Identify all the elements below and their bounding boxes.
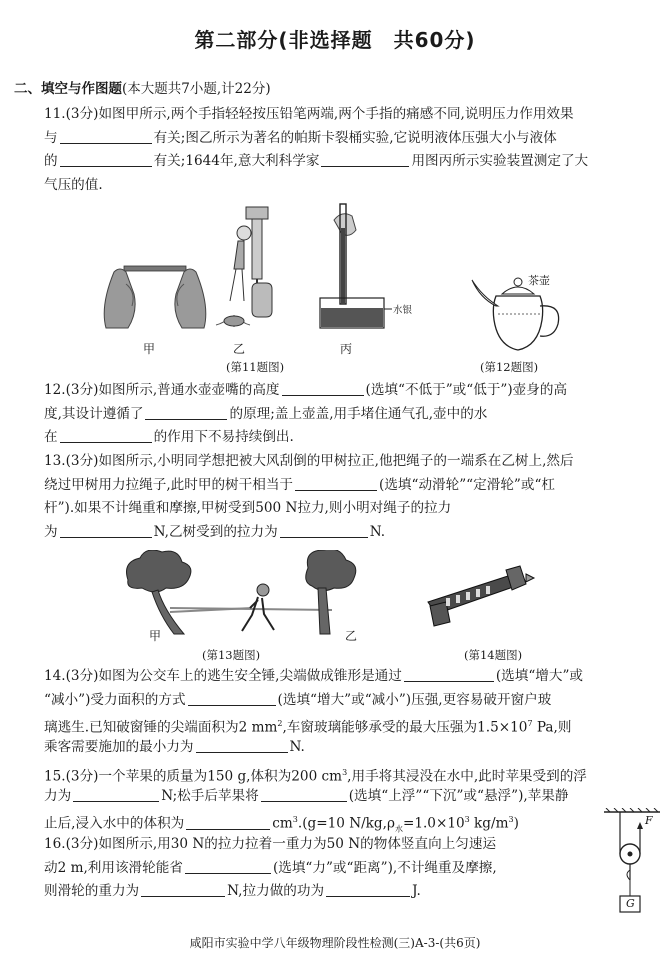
q15-text: 15.(3分)一个苹果的质量为150 g,体积为200 cm	[44, 768, 343, 785]
q14-line-3	[44, 712, 660, 736]
q12-text: 的原理;盖上壶盖,用手堵住通气孔,壶中的水	[229, 405, 488, 422]
q13-line-4	[44, 521, 660, 545]
page-footer: 咸阳市实验中学八年级物理阶段性检测(三)A-3-(共6页)	[189, 936, 481, 950]
q14-answer-blank-3[interactable]	[196, 737, 288, 753]
q16-answer-blank-3[interactable]	[326, 881, 410, 897]
q15-superscript: 3	[464, 815, 470, 824]
q12-line-3	[44, 426, 660, 450]
question-15	[44, 761, 660, 832]
q11-answer-blank-3[interactable]	[321, 151, 409, 167]
q15-text: 力为	[44, 787, 72, 804]
q15-answer-blank-1[interactable]	[73, 786, 159, 802]
fig11-pascal-barrel-image	[208, 205, 278, 333]
q13-line-2	[44, 474, 660, 498]
q11-answer-blank-2[interactable]	[60, 151, 152, 167]
q14-text: Pa,则	[532, 719, 572, 736]
q15-superscript: 3	[508, 815, 514, 824]
q12-text: 12.(3分)如图所示,普通水壶壶嘴的高度	[44, 382, 280, 398]
q12-answer-blank-1[interactable]	[282, 380, 364, 396]
q13-text: 为	[44, 523, 58, 540]
q15-text: )	[513, 815, 519, 832]
q15-answer-blank-2[interactable]	[261, 786, 347, 802]
q16-text: J.	[412, 883, 421, 899]
fig13-jia-label: 甲	[149, 629, 162, 643]
q13-line-1: 13.(3分)如图所示,小明同学想把被大风刮倒的甲树拉正,他把绳子的一端系在乙树上,然后	[44, 453, 574, 469]
q15-text: ,用手将其浸没在水中,此时苹果受到的浮	[347, 768, 587, 785]
q15-text: kg/m	[469, 815, 509, 832]
q12-line-2	[44, 403, 660, 427]
q15-text: =1.0×10	[402, 815, 465, 832]
q16-answer-blank-2[interactable]	[141, 881, 225, 897]
q15-text: 止后,浸入水中的体积为	[44, 815, 185, 832]
q16-text: N,拉力做的功为	[227, 883, 325, 899]
q15-line-3	[44, 808, 660, 832]
q14-text: ,车窗玻璃能够承受的最大压强为1.5×10	[282, 719, 528, 736]
q14-answer-blank-2[interactable]	[188, 690, 276, 706]
q11-line-3	[44, 150, 660, 174]
q12-text: 度,其设计遵循了	[44, 405, 144, 422]
q12-answer-blank-3[interactable]	[60, 427, 152, 443]
q11-text: 的	[44, 153, 58, 169]
q11-text: 用图丙所示实验装置测定了大	[411, 153, 589, 169]
q15-text: N;松手后苹果将	[161, 787, 259, 804]
q12-line-1	[44, 379, 660, 403]
question-14	[44, 665, 660, 759]
q15-answer-blank-3[interactable]	[186, 814, 270, 830]
fig12-teapot-image	[468, 272, 568, 354]
q14-line-4	[44, 736, 660, 760]
q16-text: 则滑轮的重力为	[44, 883, 140, 899]
fig13-caption: (第13题图)	[202, 648, 261, 662]
q15-superscript: 3	[342, 768, 348, 777]
q11-text: 有关;图乙所示为著名的帕斯卡裂桶实验,它说明液体压强大小与液体	[153, 129, 557, 146]
fig11-bing-label: 丙	[340, 342, 353, 356]
fig14-safety-hammer-image	[420, 562, 538, 636]
q14-text: 璃逃生.已知破窗锤的尖端面积为2 mm	[44, 719, 278, 736]
q11-line-1: 11.(3分)如图甲所示,两个手指轻轻按压铅笔两端,两个手指的痛感不同,说明压力作用效果	[44, 106, 574, 122]
fig11-caption: (第11题图)	[226, 360, 285, 374]
q11-text: 与	[44, 129, 58, 146]
q16-text: (选填“力”或“距离”),不计绳重及摩擦,	[272, 859, 497, 876]
part-title: 第二部分(非选择题 共60分)	[194, 28, 476, 52]
q11-line-2	[44, 127, 660, 151]
q12-text: (选填“不低于”或“低于”)壶身的高	[365, 382, 568, 398]
fig13-yi-label: 乙	[345, 629, 358, 643]
fig11-fingers-pencil-image	[100, 258, 210, 338]
fig11-mercury-label: 水银	[393, 305, 413, 316]
q15-line-1	[44, 761, 660, 785]
q15-line-2	[44, 785, 660, 809]
q14-text: N.	[289, 738, 305, 755]
q15-text: .(g=10 N/kg,ρ	[297, 815, 395, 832]
q13-answer-blank-3[interactable]	[280, 522, 368, 538]
q15-subscript: 水	[394, 824, 403, 834]
q16-text: 动2 m,利用该滑轮能省	[44, 859, 183, 876]
q13-text: N.	[369, 523, 386, 540]
fig12-caption: (第12题图)	[480, 360, 539, 374]
q16-answer-blank-1[interactable]	[185, 858, 271, 874]
fig16-weight-label: G	[626, 897, 635, 910]
q11-text: 有关;1644年,意大利科学家	[153, 153, 320, 169]
section-note: (本大题共7小题,计22分)	[122, 81, 271, 97]
q11-line-4: 气压的值.	[44, 176, 103, 193]
question-11	[44, 103, 660, 197]
q14-text: “减小”)受力面积的方式	[44, 691, 186, 708]
q14-text: (选填“增大”或“减小”)压强,更容易破开窗户玻	[277, 691, 552, 708]
q16-line-1: 16.(3分)如图所示,用30 N的拉力拉着一重力为50 N的物体竖直向上匀速运	[44, 836, 497, 852]
section-heading-label: 二、填空与作图题	[14, 81, 122, 97]
q12-text: 的作用下不易持续倒出.	[153, 429, 294, 445]
question-13	[44, 450, 660, 544]
q13-line-3: 杆”).如果不计绳重和摩擦,甲树受到500 N拉力,则小明对绳子的拉力	[44, 500, 452, 516]
q13-answer-blank-2[interactable]	[60, 522, 152, 538]
q14-text: 乘客需要施加的最小力为	[44, 738, 194, 755]
q14-answer-blank-1[interactable]	[404, 666, 494, 682]
fig14-caption: (第14题图)	[464, 648, 523, 662]
q13-text: N,乙树受到的拉力为	[153, 523, 278, 540]
fig11-jia-label: 甲	[143, 342, 156, 356]
fig11-yi-label: 乙	[233, 342, 246, 356]
q11-answer-blank-1[interactable]	[60, 128, 152, 144]
q15-superscript: 3	[292, 815, 298, 824]
q15-text: cm	[272, 815, 293, 832]
q12-answer-blank-2[interactable]	[145, 404, 227, 420]
q14-superscript: 7	[527, 719, 533, 728]
q13-text: (选填“动滑轮”“定滑轮”或“杠	[379, 476, 556, 493]
q13-answer-blank-1[interactable]	[295, 475, 377, 491]
section-heading	[14, 77, 271, 97]
q16-line-3	[44, 880, 599, 904]
q14-superscript: 2	[277, 719, 283, 728]
q13-text: 绕过甲树用力拉绳子,此时甲的树干相当于	[44, 476, 294, 493]
fig12-teapot-label: 茶壶	[528, 274, 550, 287]
q14-line-1	[44, 665, 660, 689]
question-16	[44, 833, 599, 904]
q14-line-2	[44, 689, 660, 713]
q12-text: 在	[44, 429, 58, 445]
q15-text: (选填“上浮”“下沉”或“悬浮”),苹果静	[348, 787, 569, 804]
q14-text: (选填“增大”或	[495, 668, 584, 684]
fig16-force-label: F	[645, 814, 653, 827]
question-12	[44, 379, 660, 450]
q14-text: 14.(3分)如图为公交车上的逃生安全锤,尖端做成锥形是通过	[44, 668, 402, 684]
q16-line-2	[44, 857, 599, 881]
